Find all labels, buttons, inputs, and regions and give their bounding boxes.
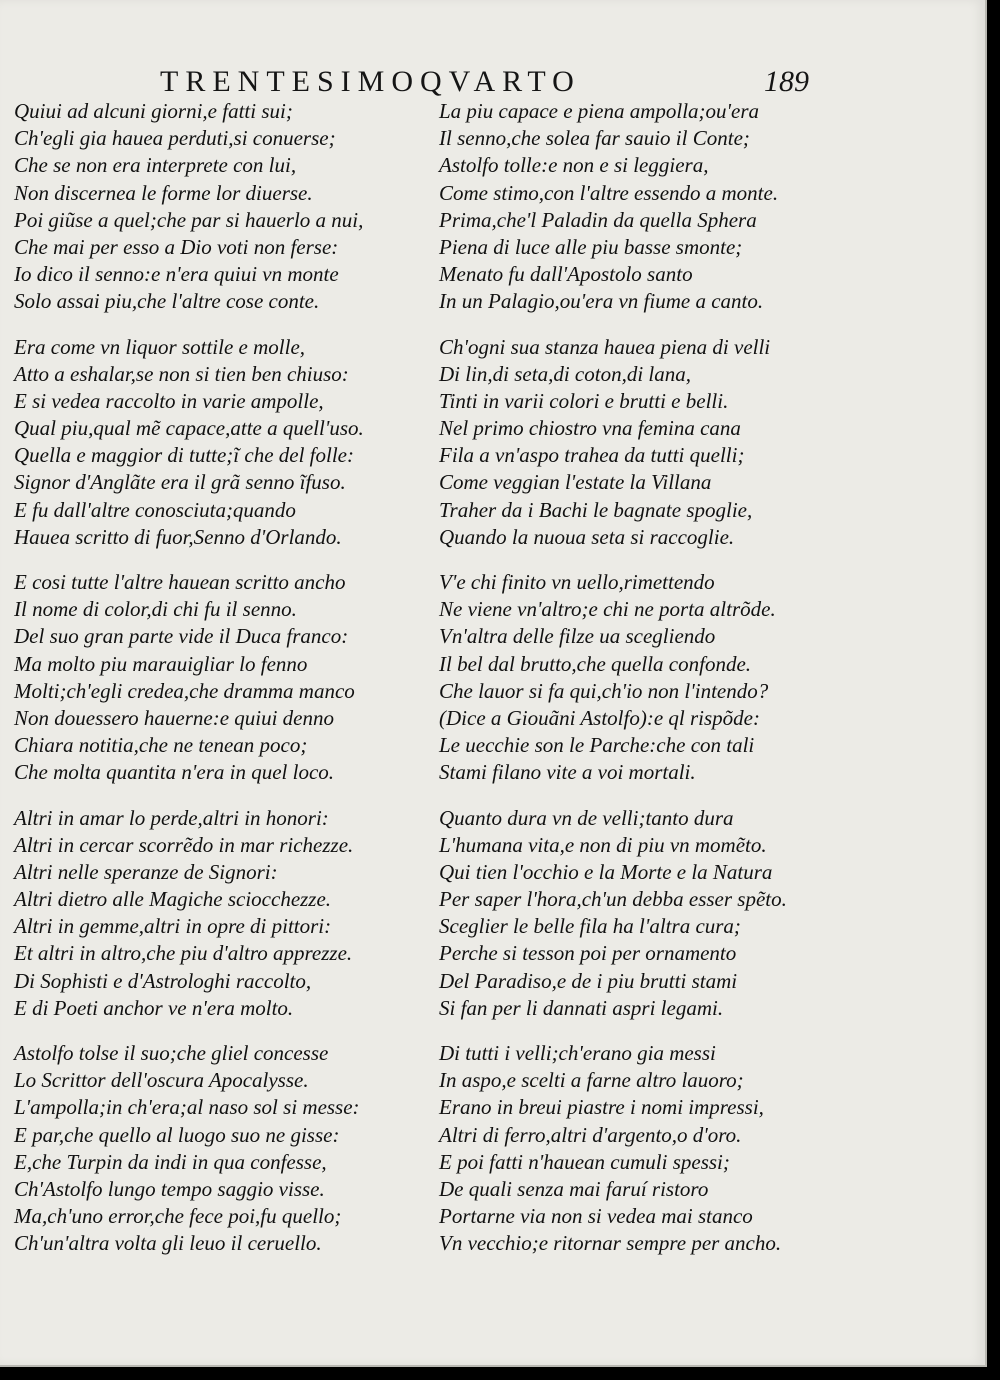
verse-line: Ne viene vn'altro;e chi ne porta altrõde. (439, 597, 776, 622)
verse-line: V'e chi finito vn uello,rimettendo (439, 570, 715, 594)
verse-line: Quanto dura vn de velli;tanto dura (439, 805, 734, 830)
verse-line: Che molta quantita n'era in quel loco. (14, 760, 335, 785)
verse-line: (Dice a Giouãni Astolfo):e ql rispõde: (439, 705, 760, 730)
verse-line: E di Poeti anchor ve n'era molto. (14, 995, 294, 1020)
verse-line: In un Palagio,ou'era vn fiume a canto. (439, 289, 764, 314)
verse-line: Perche si tesson poi per ornamento (439, 941, 737, 966)
stanza (14, 805, 434, 1023)
verse-line: Portarne via non si vedea mai stanco (439, 1204, 753, 1229)
verse-line: Et altri in altro,che piu d'altro apprezze. (14, 941, 353, 966)
verse-line: Che lauor si fa qui,ch'io non l'intendo? (439, 678, 769, 703)
stanza (439, 805, 879, 1023)
verse-line: L'humana vita,e non di piu vn momẽto. (439, 832, 767, 857)
verse-line: L'ampolla;in ch'era;al naso sol si messe: (14, 1095, 360, 1120)
verse-line: Vn'altra delle filze ua scegliendo (439, 624, 716, 649)
verse-line: Altri in gemme,altri in opre di pittori: (14, 914, 332, 939)
verse-line: E cosi tutte l'altre hauean scritto ancho (14, 570, 346, 594)
verse-line: Astolfo tolse il suo;che gliel concesse (14, 1041, 329, 1065)
verse-line: Non douessero hauerne:e quiui denno (14, 705, 335, 730)
stanza (439, 569, 879, 787)
verse-line: Altri in cercar scorrẽdo in mar richezze. (14, 832, 354, 857)
verse-line: Ch'un'altra volta gli leuo il ceruello. (14, 1231, 322, 1256)
verse-line: E,che Turpin da indi in qua confesse, (14, 1149, 327, 1174)
verse-line: Si fan per li dannati aspri legami. (439, 995, 724, 1020)
verse-line: Del Paradiso,e de i piu brutti stami (439, 968, 738, 993)
page-number: 189 (764, 65, 809, 98)
verse-line: Era come vn liquor sottile e molle, (14, 334, 306, 359)
verse-line: Altri in amar lo perde,altri in honori: (14, 805, 329, 830)
verse-line: Di lin,di seta,di coton,di lana, (439, 361, 691, 386)
verse-line: E si vedea raccolto in varie ampolle, (14, 388, 324, 413)
verse-line: Per saper l'hora,ch'un debba esser spẽto. (439, 887, 787, 912)
verse-line: Come stimo,con l'altre essendo a monte. (439, 180, 779, 205)
verse-line: Sceglier le belle fila ha l'altra cura; (439, 914, 741, 939)
verse-line: Solo assai piu,che l'altre cose conte. (14, 289, 320, 314)
right-column (439, 98, 879, 1276)
verse-line: Hauea scritto di fuor,Senno d'Orlando. (14, 524, 342, 549)
verse-line: Qui tien l'occhio e la Morte e la Natura (439, 859, 773, 884)
verse-line: Il nome di color,di chi fu il senno. (14, 597, 297, 622)
verse-line: Qual piu,qual mẽ capace,atte a quell'uso. (14, 416, 364, 441)
verse-line: Erano in breui piastre i nomi impressi, (439, 1095, 764, 1120)
verse-line: Ch'egli gia hauea perduti,si conuerse; (14, 126, 336, 151)
verse-line: Quiui ad alcuni giorni,e fatti sui; (14, 99, 293, 123)
verse-line: Del suo gran parte vide il Duca franco: (14, 624, 349, 649)
verse-line: Menato fu dall'Apostolo santo (439, 262, 693, 287)
verse-line: Ch'ogni sua stanza hauea piena di velli (439, 334, 771, 359)
verse-line: Poi giũse a quel;che par si hauerlo a nui, (14, 207, 364, 232)
stanza (14, 569, 434, 787)
verse-line: In aspo,e scelti a farne altro lauoro; (439, 1068, 744, 1093)
verse-line: Altri nelle speranze de Signori: (14, 859, 278, 884)
verse-line: Ma molto piu marauigliar lo fenno (14, 651, 308, 676)
verse-line: Molti;ch'egli credea,che dramma manco (14, 678, 355, 703)
verse-line: Ch'Astolfo lungo tempo saggio visse. (14, 1176, 325, 1201)
verse-line: La piu capace e piena ampolla;ou'era (439, 99, 760, 123)
verse-line: Quella e maggior di tutte;ĩ che del folle: (14, 443, 354, 468)
verse-line: Che mai per esso a Dio voti non ferse: (14, 234, 339, 259)
page-header (160, 62, 860, 102)
left-column (14, 98, 434, 1276)
running-title: TRENTESIMOQVARTO (160, 65, 581, 98)
verse-line: Prima,che'l Paladin da quella Sphera (439, 207, 757, 232)
verse-line: Chiara notitia,che ne tenean poco; (14, 733, 308, 758)
verse-line: Non discernea le forme lor diuerse. (14, 180, 313, 205)
verse-line: Piena di luce alle piu basse smonte; (439, 234, 743, 259)
verse-line: De quali senza mai faruí ristoro (439, 1176, 709, 1201)
verse-line: Di tutti i velli;ch'erano gia messi (439, 1041, 716, 1065)
stanza (14, 1040, 434, 1258)
verse-line: Come veggian l'estate la Villana (439, 470, 712, 495)
verse-line: E par,che quello al luogo suo ne gisse: (14, 1122, 340, 1147)
verse-line: E poi fatti n'hauean cumuli spessi; (439, 1149, 730, 1174)
verse-line: Il senno,che solea far sauio il Conte; (439, 126, 750, 151)
verse-line: Fila a vn'aspo trahea da tutti quelli; (439, 443, 745, 468)
verse-line: Atto a eshalar,se non si tien ben chiuso: (14, 361, 349, 386)
stanza (14, 98, 434, 316)
verse-line: Signor d'Anglãte era il grã senno ĩfuso. (14, 470, 346, 495)
verse-line: Che se non era interprete con lui, (14, 153, 297, 178)
stanza (439, 98, 879, 316)
verse-line: Il bel dal brutto,che quella confonde. (439, 651, 752, 676)
verse-line: Nel primo chiostro vna femina cana (439, 416, 741, 441)
verse-line: Lo Scrittor dell'oscura Apocalysse. (14, 1068, 309, 1093)
stanza (14, 334, 434, 552)
stanza (439, 1040, 879, 1258)
verse-line: Stami filano vite a voi mortali. (439, 760, 696, 785)
verse-line: Altri dietro alle Magiche sciocchezze. (14, 887, 332, 912)
verse-line: Le uecchie son le Parche:che con tali (439, 733, 755, 758)
verse-line: Traher da i Bachi le bagnate spoglie, (439, 497, 753, 522)
stanza (439, 334, 879, 552)
verse-line: Io dico il senno:e n'era quiui vn monte (14, 262, 339, 287)
verse-line: E fu dall'altre conosciuta;quando (14, 497, 296, 522)
verse-line: Ma,ch'uno error,che fece poi,fu quello; (14, 1204, 342, 1229)
verse-line: Altri di ferro,altri d'argento,o d'oro. (439, 1122, 742, 1147)
verse-line: Vn vecchio;e ritornar sempre per ancho. (439, 1231, 782, 1256)
verse-line: Di Sophisti e d'Astrologhi raccolto, (14, 968, 312, 993)
verse-line: Quando la nuoua seta si raccoglie. (439, 524, 735, 549)
verse-line: Tinti in varii colori e brutti e belli. (439, 388, 729, 413)
verse-line: Astolfo tolle:e non e si leggiera, (439, 153, 709, 178)
